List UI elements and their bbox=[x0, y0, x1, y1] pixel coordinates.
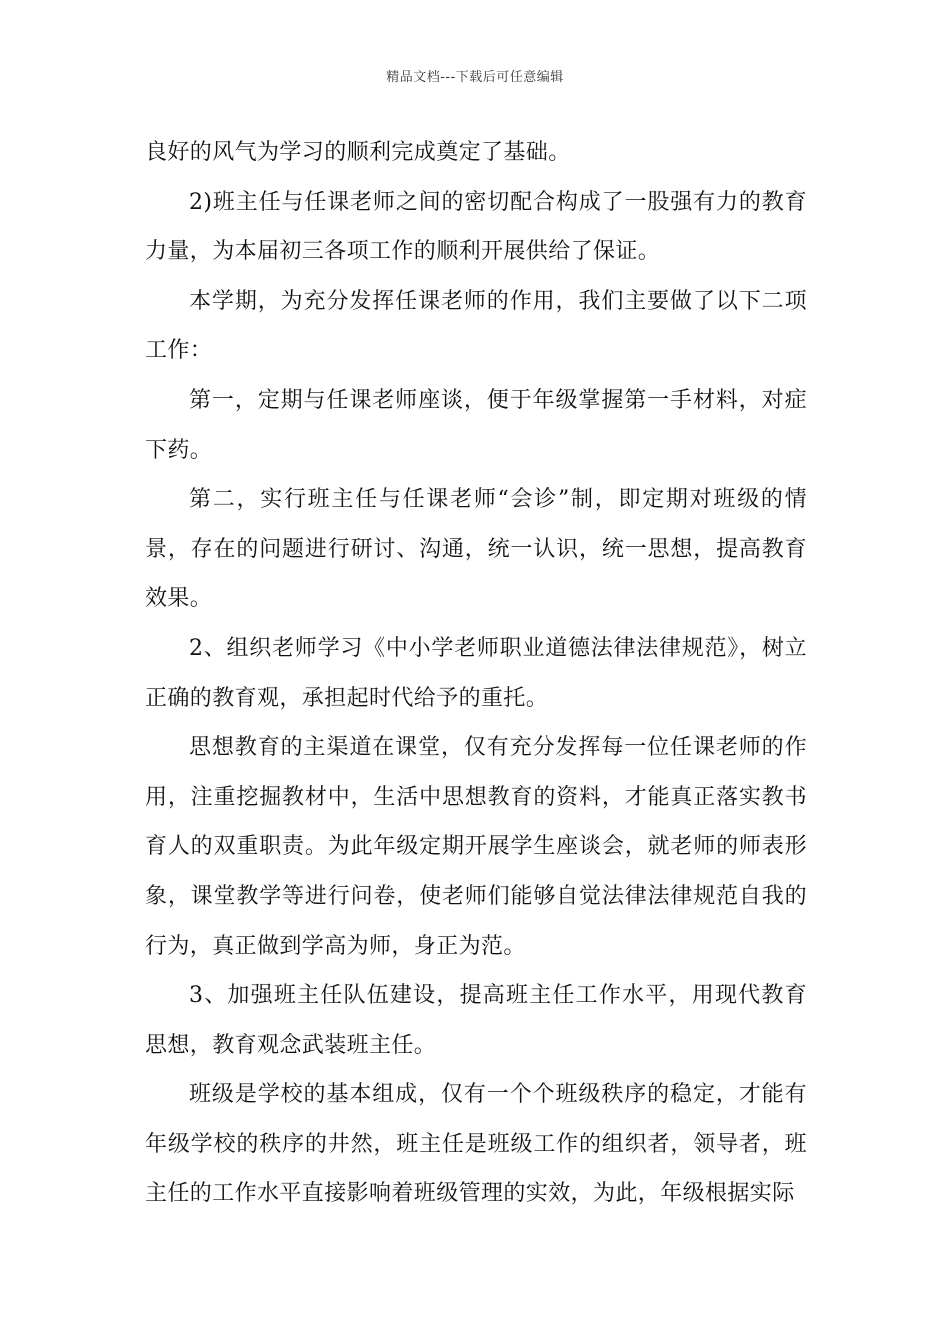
document-body bbox=[145, 128, 807, 1219]
page-header: 精品文档---下载后可任意编辑 bbox=[386, 70, 564, 85]
paragraph-cooperation: 2)班主任与任课老师之间的密切配合构成了一股强有力的教育力量，为本届初三各项工作的顺利开展供给了保证。 bbox=[145, 189, 807, 265]
paragraph-first-item: 第一，定期与任课老师座谈，便于年级掌握第一手材料，对症下药。 bbox=[145, 387, 807, 463]
paragraph-second-item: 第二，实行班主任与任课老师“会诊”制，即定期对班级的情景，存在的问题进行研讨、沟通，统一认识，统一思想，提高教育效果。 bbox=[145, 487, 807, 612]
paragraph-section-3: 3、加强班主任队伍建设，提高班主任工作水平，用现代教育思想，教育观念武装班主任。 bbox=[145, 983, 807, 1058]
paragraph-continuation: 良好的风气为学习的顺利完成奠定了基础。 bbox=[145, 140, 571, 165]
paragraph-semester-work: 本学期，为充分发挥任课老师的作用，我们主要做了以下二项工作： bbox=[145, 288, 807, 364]
paragraph-ideological-education: 思想教育的主渠道在课堂，仅有充分发挥每一位任课老师的作用，注重挖掘教材中，生活中思想教育的资料，才能真正落实教书育人的双重职责。为此年级定期开展学生座谈会，就老师的师表形象，课堂教学等进行问卷，使老师们能够自觉法律法律规范自我的行为，真正做到学高为师，身正为范。 bbox=[145, 735, 807, 959]
paragraph-section-2: 2、组织老师学习《中小学老师职业道德法律法律规范》，树立正确的教育观，承担起时代给予的重托。 bbox=[145, 635, 807, 711]
paragraph-class-organization: 班级是学校的基本组成，仅有一个个班级秩序的稳定，才能有年级学校的秩序的井然，班主任是班级工作的组织者，领导者，班主任的工作水平直接影响着班级管理的实效，为此，年级根据实际 bbox=[145, 1082, 807, 1207]
